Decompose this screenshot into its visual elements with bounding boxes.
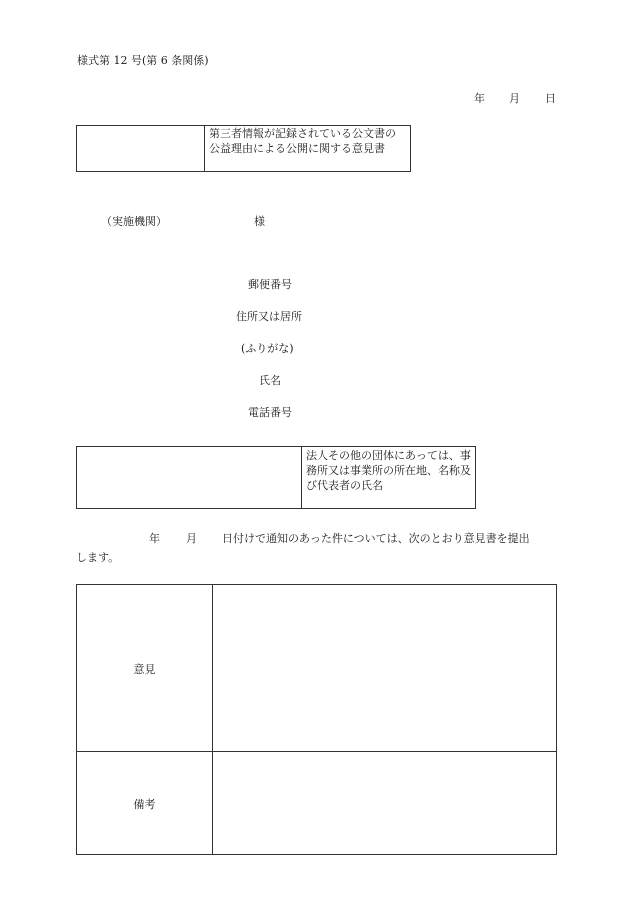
notice-month-label: 月: [186, 532, 197, 545]
notice-year-label: 年: [149, 532, 160, 545]
notice-text: 日付けで通知のあった件については、次のとおり意見書を提出: [222, 532, 530, 545]
document-title: 第三者情報が記録されている公文書の公益理由による公開に関する意見書: [209, 127, 396, 155]
notice-sentence-continued: します。: [76, 551, 120, 564]
document-title-blank-cell: [77, 126, 205, 171]
document-title-box: [76, 125, 411, 172]
addressee-honorific: 様: [254, 215, 265, 228]
date-day-label: 日: [545, 92, 556, 105]
address-label: 住所又は居所: [236, 310, 302, 323]
furigana-label: (ふりがな): [241, 342, 294, 355]
form-number: 様式第 12 号(第 6 条関係): [77, 54, 209, 67]
date-year-label: 年: [474, 92, 485, 105]
phone-label: 電話番号: [248, 406, 292, 419]
opinion-table: [76, 584, 557, 855]
corporate-note: 法人その他の団体にあっては、事務所又は事業所の所在地、名称及び代表者の氏名: [306, 449, 471, 492]
remarks-field[interactable]: [213, 752, 556, 854]
date-month-label: 月: [509, 92, 520, 105]
corporate-note-box: [76, 446, 476, 509]
opinion-field[interactable]: [213, 585, 556, 751]
name-label: 氏名: [259, 374, 281, 387]
addressee-agency: （実施機関）: [101, 215, 167, 228]
opinion-label: 意見: [133, 663, 156, 676]
postal-code-label: 郵便番号: [248, 278, 292, 291]
corporate-note-blank-cell: [77, 447, 302, 508]
remarks-label: 備考: [133, 798, 156, 811]
